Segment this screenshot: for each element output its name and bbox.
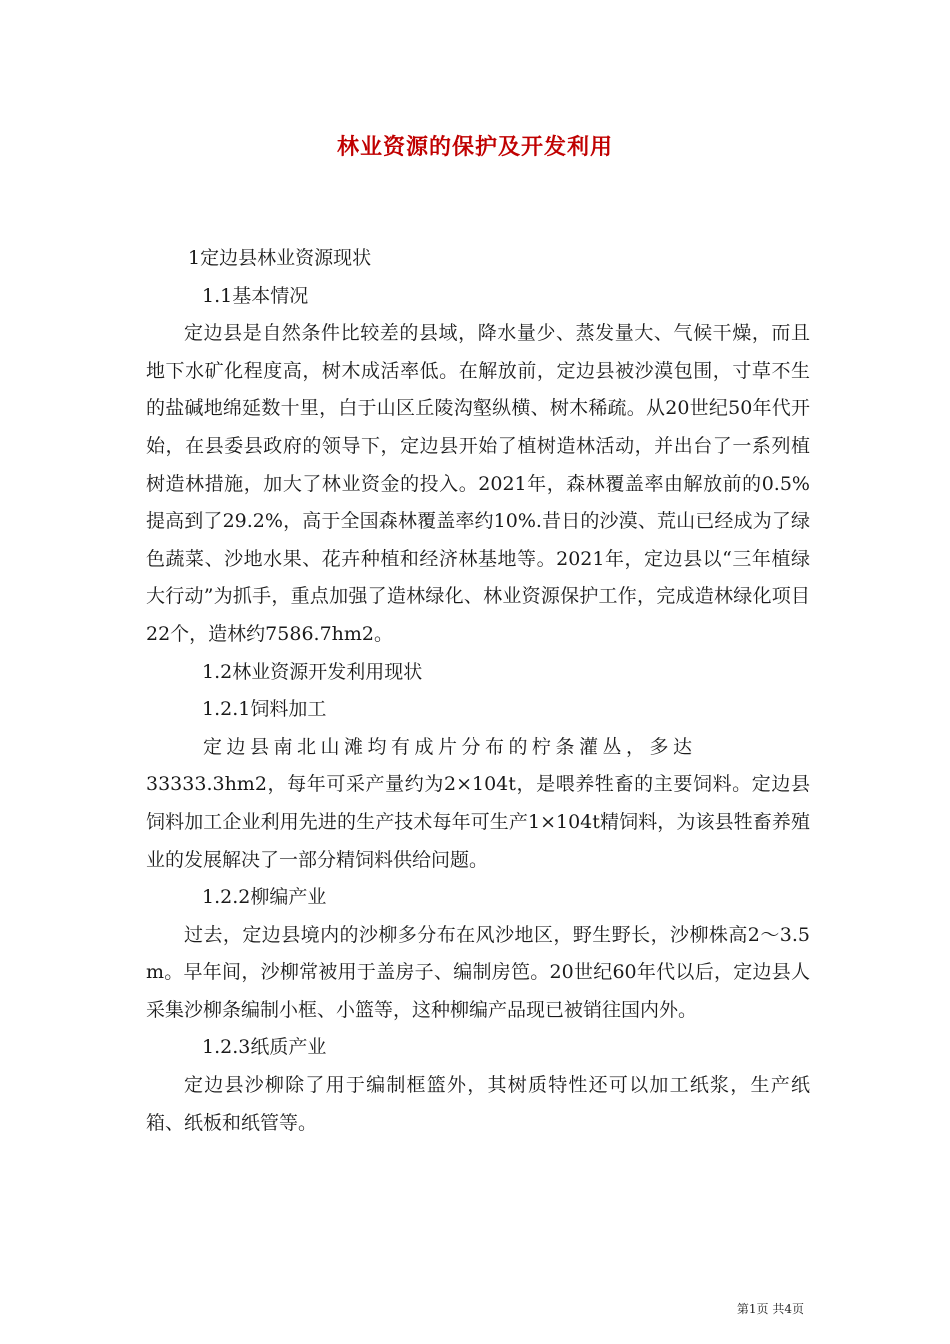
- footer-prefix: 第: [736, 1302, 749, 1316]
- paragraph-feed-rest: 33333.3hm2，每年可采产量约为2×104t，是喂养牲畜的主要饲料。定边县饲料加工企业利用先进的生产技术每年可生产1×104t精饲料，为该县牲畜养殖业的发展解决了一部分精饲料供给问题。: [146, 773, 810, 871]
- section-heading-1-2-2: 1.2.2柳编产业: [202, 886, 327, 909]
- footer-total-pages: 4: [784, 1302, 792, 1316]
- section-heading-1-2: 1.2林业资源开发利用现状: [202, 660, 423, 683]
- page-number-footer: [737, 1300, 804, 1317]
- footer-current-page: 1: [748, 1302, 757, 1316]
- section-heading-1-2-3: 1.2.3纸质产业: [202, 1036, 327, 1059]
- document-body: [146, 240, 810, 1142]
- paragraph-willow-weaving: 过去，定边县境内的沙柳多分布在风沙地区，野生野长，沙柳株高2～3.5m。早年间，沙柳常被用于盖房子、编制房笆。20世纪60年代以后，定边县人采集沙柳条编制小框、小篮等，这种柳编产品现已被销往国内外。: [146, 923, 810, 1021]
- paragraph-paper-industry: 定边县沙柳除了用于编制框篮外，其树质特性还可以加工纸浆，生产纸箱、纸板和纸管等。: [146, 1074, 810, 1134]
- footer-suffix: 页: [791, 1302, 804, 1316]
- document-title: 林业资源的保护及开发利用: [336, 134, 613, 160]
- section-heading-1-2-1: 1.2.1饲料加工: [202, 698, 327, 721]
- footer-mid: 页 共: [756, 1302, 785, 1316]
- paragraph-basic-situation: 定边县是自然条件比较差的县域，降水量少、蒸发量大、气候干燥，而且地下水矿化程度高，树木成活率低。在解放前，定边县被沙漠包围，寸草不生的盐碱地绵延数十里，白于山区丘陵沟壑纵横、树木稀疏。从20世纪50年代开始，在县委县政府的领导下，定边县开始了植树造林活动，并出台了一系列植树造林措施，加大了林业资金的投入。2021年，森林覆盖率由解放前的0.5%提高到了29.2%，高于全国森林覆盖率约10%.昔日的沙漠、荒山已经成为了绿色蔬菜、沙地水果、花卉种植和经济林基地等。2021年，定边县以“三年植绿大行动”为抓手，重点加强了造林绿化、林业资源保护工作，完成造林绿化项目22个，造林约7586.7hm2。: [146, 322, 810, 645]
- section-heading-1: 1定边县林业资源现状: [188, 247, 372, 269]
- paragraph-feed-line1: 定边县南北山滩均有成片分布的柠条灌丛，多达: [203, 735, 697, 758]
- section-heading-1-1: 1.1基本情况: [202, 284, 309, 307]
